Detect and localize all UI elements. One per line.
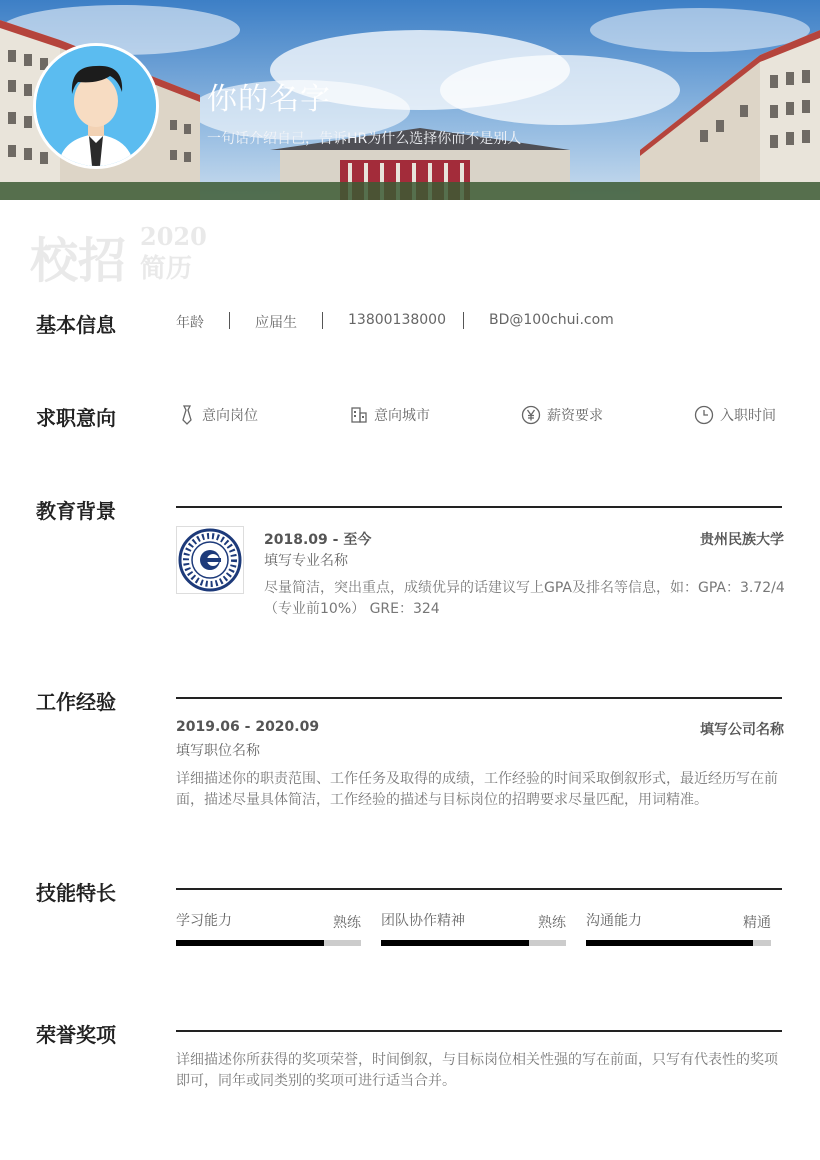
tie-icon <box>178 405 196 425</box>
watermark-big: 校招 <box>30 233 127 289</box>
candidate-name: 你的名字 <box>207 82 331 117</box>
education-school: 贵州民族大学 <box>700 532 784 548</box>
intent-start-date <box>694 405 776 425</box>
avatar <box>33 43 159 169</box>
university-seal-icon <box>177 527 243 593</box>
education-description: 尽量简洁，突出重点，成绩优异的话建议写上GPA及排名等信息，如：GPA：3.72/4（专业前10%） GRE：324 <box>264 580 785 617</box>
skill-name: 学习能力 <box>176 913 232 929</box>
basic-phone: 13800138000 <box>348 312 446 328</box>
person-avatar-icon <box>36 46 156 166</box>
section-title-basic: 基本信息 <box>36 313 116 337</box>
divider <box>229 312 230 329</box>
skill-progress-fill <box>381 940 529 946</box>
skill-level: 熟练 <box>538 915 566 931</box>
section-title-work: 工作经验 <box>36 690 116 714</box>
intent-salary-label: 薪资要求 <box>547 408 603 424</box>
skill-progress-bar <box>586 940 771 946</box>
intent-position-label: 意向岗位 <box>202 408 258 424</box>
section-title-education: 教育背景 <box>36 499 116 523</box>
yen-icon <box>521 405 541 425</box>
skill-level: 精通 <box>743 915 771 931</box>
section-rule <box>176 1030 782 1032</box>
candidate-tagline: 一句话介绍自己，告诉HR为什么选择你而不是别人 <box>207 131 522 147</box>
intent-city-label: 意向城市 <box>374 408 430 424</box>
basic-email: BD@100chui.com <box>489 312 614 328</box>
section-rule <box>176 888 782 890</box>
skill-progress-bar <box>176 940 361 946</box>
basic-status: 应届生 <box>255 315 297 331</box>
intent-position <box>178 405 258 425</box>
work-description: 详细描述你的职责范围、工作任务及取得的成绩，工作经验的时间采取倒叙形式，最近经历写在前面，描述尽量具体简洁，工作经验的描述与目标岗位的招聘要求尽量匹配，用词精准。 <box>176 771 778 808</box>
intent-start-date-label: 入职时间 <box>720 408 776 424</box>
work-position: 填写职位名称 <box>176 743 260 759</box>
building-icon <box>350 406 368 424</box>
basic-age: 年龄 <box>176 315 204 331</box>
honors-description: 详细描述你所获得的奖项荣誉，时间倒叙，与目标岗位相关性强的写在前面，只写有代表性的奖项即可，同年或同类别的奖项可进行适当合并。 <box>176 1052 778 1089</box>
skill-progress-fill <box>176 940 324 946</box>
section-rule <box>176 506 782 508</box>
education-major: 填写专业名称 <box>264 553 348 569</box>
section-title-skills: 技能特长 <box>36 881 116 905</box>
intent-city <box>350 405 430 425</box>
skill-progress-fill <box>586 940 753 946</box>
divider <box>322 312 323 329</box>
university-logo <box>176 526 244 594</box>
section-title-intent: 求职意向 <box>36 406 116 430</box>
section-rule <box>176 697 782 699</box>
watermark-year: 2020 <box>140 222 207 251</box>
watermark-small: 简历 <box>140 254 193 284</box>
clock-icon <box>694 405 714 425</box>
work-company: 填写公司名称 <box>700 722 784 738</box>
skill-level: 熟练 <box>333 915 361 931</box>
skill-name: 沟通能力 <box>586 913 642 929</box>
skill-progress-bar <box>381 940 566 946</box>
section-title-honors: 荣誉奖项 <box>36 1023 116 1047</box>
divider <box>463 312 464 329</box>
intent-salary <box>521 405 603 425</box>
education-date: 2018.09 - 至今 <box>264 532 372 548</box>
work-date: 2019.06 - 2020.09 <box>176 719 320 735</box>
skill-name: 团队协作精神 <box>381 913 465 929</box>
